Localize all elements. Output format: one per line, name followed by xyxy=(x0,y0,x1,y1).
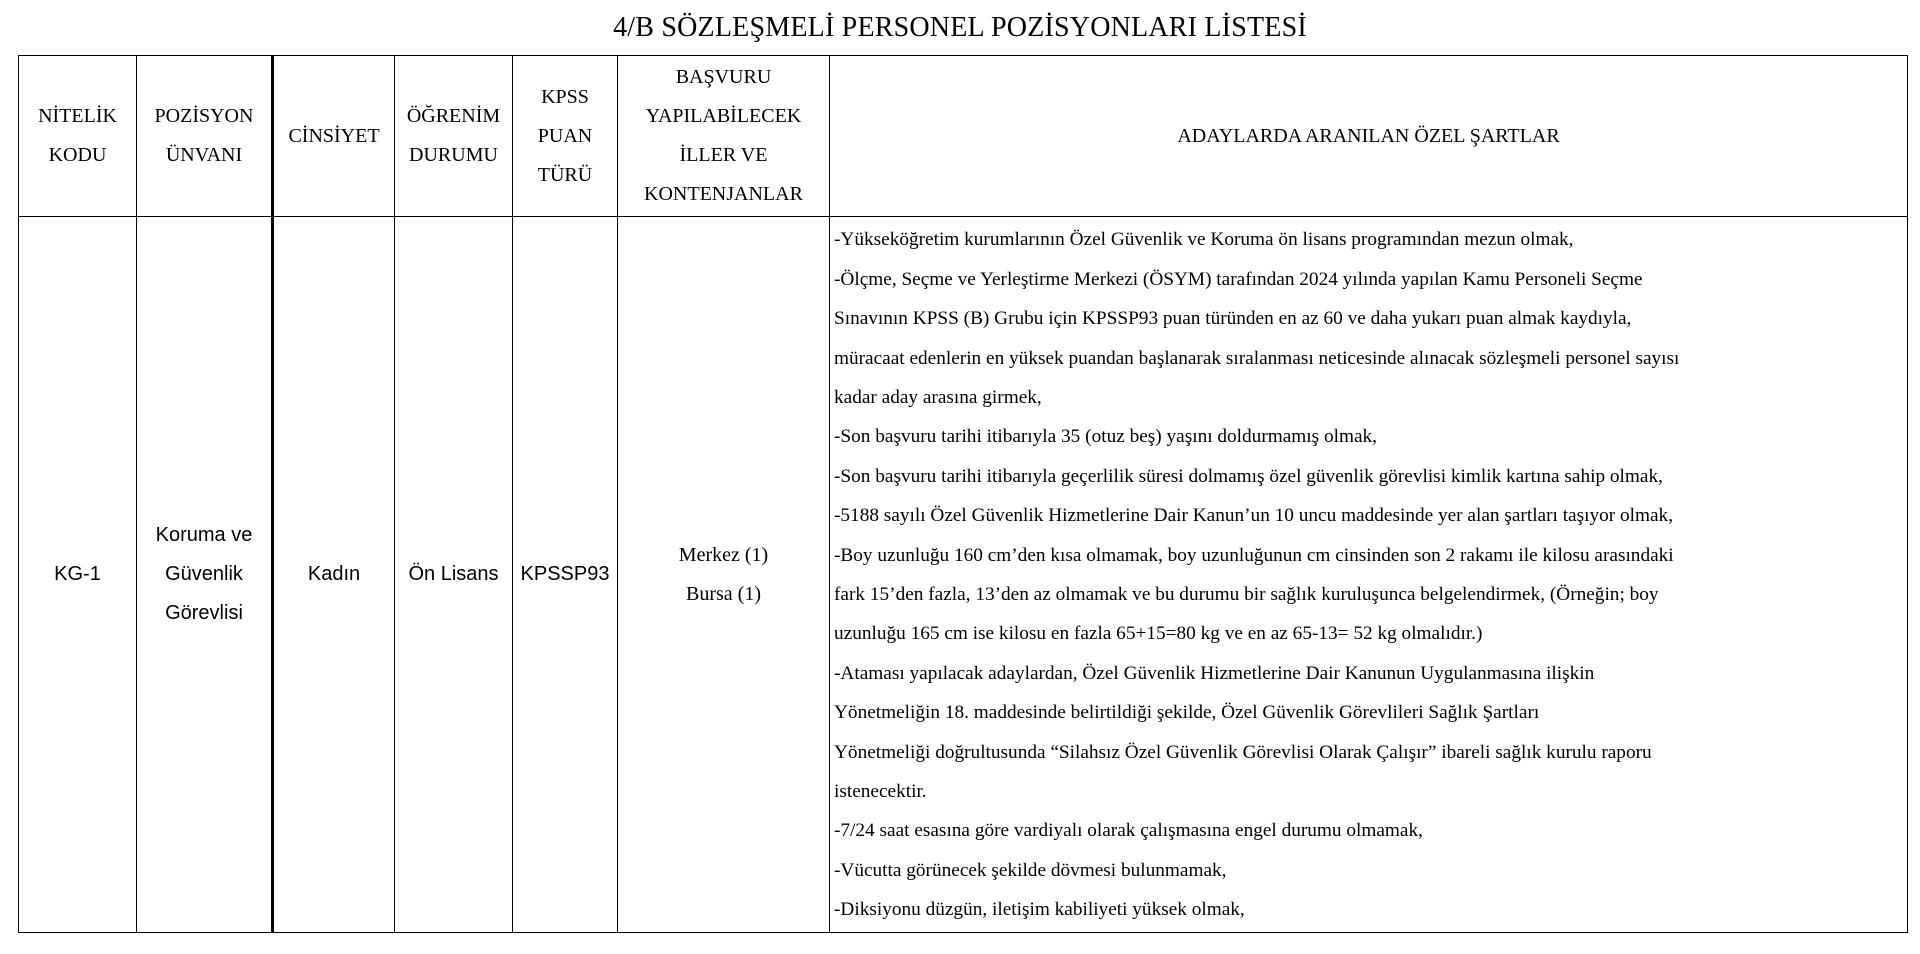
header-kpss-line-3: TÜRÜ xyxy=(537,163,593,186)
requirement-line: Sınavının KPSS (B) Grubu için KPSSP93 puan türünden en az 60 ve daha yukarı puan almak kaydıyla, xyxy=(834,308,1632,330)
cell-city-2: Bursa (1) xyxy=(686,582,761,605)
cell-gender: Kadın xyxy=(273,217,395,933)
positions-table xyxy=(18,55,1908,933)
requirement-line: fark 15’den fazla, 13’den az olmamak ve bu durumu bir sağlık kuruluşunca belgelendirmek, (Örneğin; boy xyxy=(834,584,1659,605)
header-kpss-line-2: PUAN xyxy=(537,124,593,147)
header-gender xyxy=(273,56,395,217)
requirement-line: istenecektir. xyxy=(834,781,927,803)
requirement-line: -Diksiyonu düzgün, iletişim kabiliyeti yüksek olmak, xyxy=(834,899,1245,921)
requirement-line: -Vücutta görünecek şekilde dövmesi bulunmamak, xyxy=(834,859,1227,881)
header-requirements-line-1: ADAYLARDA ARANILAN ÖZEL ŞARTLAR xyxy=(1177,124,1560,147)
cell-position-line-1: Koruma ve xyxy=(155,524,253,546)
header-code-line-2: KODU xyxy=(48,144,107,166)
requirement-line: -7/24 saat esasına göre vardiyalı olarak çalışmasına engel durumu olmamak, xyxy=(834,820,1423,842)
cell-code: KG-1 xyxy=(19,217,137,933)
requirement-line: Yönetmeliğin 18. maddesinde belirtildiği şekilde, Özel Güvenlik Görevlileri Sağlık Şartları xyxy=(834,702,1540,724)
header-position xyxy=(137,56,273,217)
requirement-line: -Yükseköğretim kurumlarının Özel Güvenlik ve Koruma ön lisans programından mezun olmak, xyxy=(834,229,1574,251)
header-cities-line-3: İLLER VE xyxy=(679,144,768,166)
header-position-line-1: POZİSYON xyxy=(154,105,254,127)
header-kpss xyxy=(513,56,618,217)
cell-education: Ön Lisans xyxy=(395,217,513,933)
cell-position-line-2: Güvenlik xyxy=(165,563,243,585)
requirement-line: Yönetmeliği doğrultusunda “Silahsız Özel Güvenlik Görevlisi Olarak Çalışır” ibareli sağlık kurulu raporu xyxy=(834,741,1652,763)
requirement-line: -Ataması yapılacak adaylardan, Özel Güvenlik Hizmetlerine Dair Kanunun Uygulanmasına ilişkin xyxy=(834,662,1595,684)
cell-position-line-3: Görevlisi xyxy=(165,602,243,624)
header-code xyxy=(19,56,137,217)
header-education-line-1: ÖĞRENİM xyxy=(406,105,501,127)
requirement-line: uzunluğu 165 cm ise kilosu en fazla 65+15=80 kg ve en az 65-13= 52 kg olmalıdır.) xyxy=(834,623,1483,645)
header-position-line-2: ÜNVANI xyxy=(165,144,243,166)
requirement-line: -Boy uzunluğu 160 cm’den kısa olmamak, boy uzunluğunun cm cinsinden son 2 rakamı ile kilosu arasındaki xyxy=(834,544,1674,566)
header-requirements xyxy=(830,56,1908,217)
requirement-line: -Ölçme, Seçme ve Yerleştirme Merkezi (ÖSYM) tarafından 2024 yılında yapılan Kamu Personeli Seçme xyxy=(834,268,1643,290)
header-gender-line-1: CİNSİYET xyxy=(288,124,380,147)
header-cities xyxy=(618,56,830,217)
requirement-line: -5188 sayılı Özel Güvenlik Hizmetlerine Dair Kanun’un 10 uncu maddesinde yer alan şartları taşıyor olmak, xyxy=(834,505,1674,527)
document-title: 4/B SÖZLEŞMELİ PERSONEL POZİSYONLARI LİSTESİ xyxy=(613,12,1307,43)
cell-cities xyxy=(618,217,830,933)
header-cities-line-2: YAPILABİLECEK xyxy=(645,105,802,127)
cell-kpss: KPSSP93 xyxy=(513,217,618,933)
requirement-line: -Son başvuru tarihi itibarıyla 35 (otuz beş) yaşını doldurmamış olmak, xyxy=(834,426,1377,448)
cell-position xyxy=(137,217,273,933)
header-kpss-line-1: KPSS xyxy=(541,85,589,108)
cell-requirements xyxy=(830,217,1908,933)
header-cities-line-1: BAŞVURU xyxy=(675,66,772,88)
header-cities-line-4: KONTENJANLAR xyxy=(644,183,803,205)
header-code-line-1: NİTELİK xyxy=(38,105,117,127)
header-row xyxy=(19,56,1908,217)
header-education-line-2: DURUMU xyxy=(409,144,498,166)
requirement-line: kadar aday arasına girmek, xyxy=(834,386,1042,408)
table-row xyxy=(19,217,1908,933)
header-education xyxy=(395,56,513,217)
requirement-line: -Son başvuru tarihi itibarıyla geçerlilik süresi dolmamış özel güvenlik görevlisi kimlik kartına sahip olmak, xyxy=(834,465,1663,487)
requirement-line: müracaat edenlerin en yüksek puandan başlanarak sıralanması neticesinde alınacak sözleşmeli personel sayısı xyxy=(834,347,1680,369)
cell-city-1: Merkez (1) xyxy=(678,543,769,566)
